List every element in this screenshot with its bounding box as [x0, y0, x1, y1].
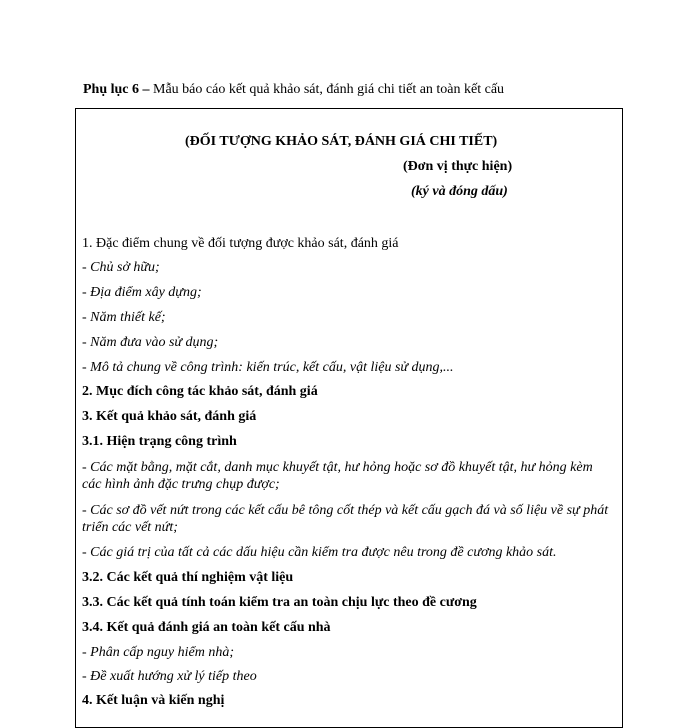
list-item: - Chủ sở hữu;: [82, 260, 160, 275]
list-item: - Năm thiết kế;: [82, 310, 166, 325]
list-item: - Mô tả chung về công trình: kiến trúc, kết cấu, vật liệu sử dụng,...: [82, 360, 454, 375]
section-4-heading: 4. Kết luận và kiến nghị: [82, 693, 225, 708]
list-item: - Phân cấp nguy hiểm nhà;: [82, 645, 235, 660]
appendix-label: Phụ lục 6 –: [83, 82, 150, 97]
section-3-2-heading: 3.2. Các kết quả thí nghiệm vật liệu: [82, 570, 294, 585]
section-3-heading: 3. Kết quả khảo sát, đánh giá: [82, 409, 257, 424]
list-item: - Các sơ đồ vết nứt trong các kết cấu bê tông cốt thép và kết cấu gạch đá và số liệu về sự phát triển các vết nứt;: [82, 503, 609, 535]
list-item: - Địa điểm xây dựng;: [82, 285, 202, 300]
appendix-title: Mẫu báo cáo kết quả khảo sát, đánh giá chi tiết an toàn kết cấu: [149, 82, 505, 97]
section-1-heading: 1. Đặc điểm chung về đối tượng được khảo sát, đánh giá: [82, 236, 399, 251]
list-item: - Các giá trị của tất cả các dấu hiệu cần kiểm tra được nêu trong đề cương khảo sát.: [82, 545, 557, 560]
report-title: (ĐỐI TƯỢNG KHẢO SÁT, ĐÁNH GIÁ CHI TIẾT): [185, 134, 498, 149]
section-3-1-heading: 3.1. Hiện trạng công trình: [82, 434, 237, 449]
section-2-heading: 2. Mục đích công tác khảo sát, đánh giá: [82, 384, 318, 399]
section-3-3-heading: 3.3. Các kết quả tính toán kiểm tra an toàn chịu lực theo đề cương: [82, 595, 477, 610]
appendix-caption: [83, 82, 504, 98]
section-3-4-heading: 3.4. Kết quả đánh giá an toàn kết cấu nhà: [82, 620, 331, 635]
list-item: - Năm đưa vào sử dụng;: [82, 335, 219, 350]
signature-note: (ký và đóng dấu): [411, 184, 508, 199]
executing-unit: (Đơn vị thực hiện): [403, 159, 513, 174]
list-item: - Các mặt bằng, mặt cắt, danh mục khuyết tật, hư hỏng hoặc sơ đồ khuyết tật, hư hỏng kèm các hình ảnh đặc trưng chụp được;: [82, 460, 593, 492]
list-item: - Đề xuất hướng xử lý tiếp theo: [82, 669, 257, 684]
